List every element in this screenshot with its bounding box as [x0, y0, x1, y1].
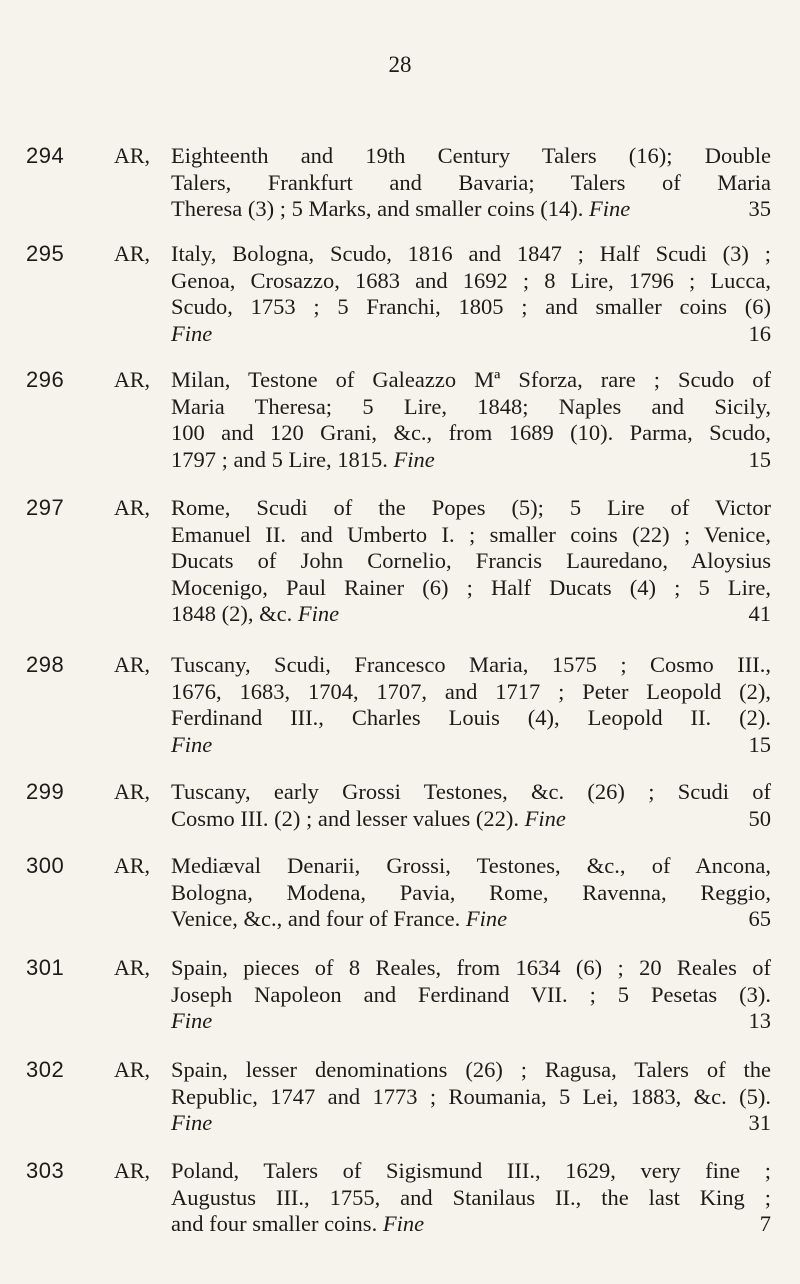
lot-description	[171, 495, 771, 628]
description-final-line	[171, 1211, 771, 1238]
page-number: 28	[388, 52, 412, 77]
description-line: Scudo, 1753 ; 5 Franchi, 1805 ; and smaller coins (6)	[171, 294, 771, 319]
description-text: and four smaller coins.	[171, 1211, 383, 1236]
description-final-line	[171, 447, 771, 474]
condition-grade: Fine	[297, 601, 340, 626]
description-line: Eighteenth and 19th Century Talers (16); Double	[171, 143, 771, 168]
description-line: Italy, Bologna, Scudo, 1816 and 1847 ; Half Scudi (3) ;	[171, 241, 771, 266]
lot-price: 7	[759, 1211, 771, 1236]
lot-description	[171, 1057, 771, 1137]
condition-grade: Fine	[171, 1008, 213, 1033]
description-line: Milan, Testone of Galeazzo Mª Sforza, rare ; Scudo of	[171, 367, 771, 392]
description-line: Genoa, Crosazzo, 1683 and 1692 ; 8 Lire, 1796 ; Lucca,	[171, 267, 771, 293]
lot-number: 300	[26, 853, 65, 878]
lot-description	[171, 1158, 771, 1238]
condition-grade: Fine	[171, 320, 213, 346]
lot-number: 296	[26, 367, 65, 392]
lot-number: 302	[26, 1057, 65, 1082]
lot-price: 31	[748, 1110, 771, 1135]
condition-grade: Fine	[382, 1211, 425, 1236]
condition-grade: Fine	[589, 196, 631, 221]
description-final-line	[171, 1008, 771, 1035]
condition-grade: Fine	[465, 906, 508, 931]
lot-price: 50	[748, 805, 771, 831]
description-line: 100 and 120 Grani, &c., from 1689 (10). Parma, Scudo,	[171, 420, 771, 445]
metal-abbreviation: AR,	[114, 1057, 151, 1082]
description-final-line	[171, 1110, 771, 1137]
description-line: Mediæval Denarii, Grossi, Testones, &c., of Ancona,	[171, 853, 771, 878]
description-line: Joseph Napoleon and Ferdinand VII. ; 5 Pesetas (3).	[171, 981, 771, 1007]
description-line: Mocenigo, Paul Rainer (6) ; Half Ducats (4) ; 5 Lire,	[171, 574, 771, 600]
metal-abbreviation: AR,	[114, 652, 151, 677]
condition-grade: Fine	[393, 446, 435, 472]
lot-price: 41	[748, 601, 771, 626]
condition-grade: Fine	[524, 805, 566, 831]
lot-description	[171, 853, 771, 933]
lot-description	[171, 241, 771, 347]
lot-number: 303	[26, 1158, 65, 1183]
description-line: Ferdinand III., Charles Louis (4), Leopold II. (2).	[171, 705, 771, 730]
description-text: Theresa (3) ; 5 Marks, and smaller coins (14).	[171, 196, 589, 221]
description-line: Ducats of John Cornelio, Francis Lauredano, Aloysius	[171, 548, 771, 573]
description-line: Emanuel II. and Umberto I. ; smaller coins (22) ; Venice,	[171, 521, 771, 547]
lot-number: 298	[26, 652, 65, 677]
description-final-line	[171, 732, 771, 759]
metal-abbreviation: AR,	[114, 241, 151, 266]
lot-price: 15	[748, 446, 771, 472]
description-final-line	[171, 601, 771, 628]
metal-abbreviation: AR,	[114, 143, 151, 168]
description-final-line	[171, 806, 771, 833]
description-line: Bologna, Modena, Pavia, Rome, Ravenna, Reggio,	[171, 879, 771, 905]
lot-price: 35	[748, 196, 771, 221]
lot-number: 294	[26, 143, 65, 168]
lot-price: 13	[748, 1008, 771, 1033]
lot-number: 301	[26, 955, 65, 980]
description-line: Spain, lesser denominations (26) ; Ragusa, Talers of the	[171, 1057, 771, 1082]
description-line: Maria Theresa; 5 Lire, 1848; Naples and Sicily,	[171, 393, 771, 419]
metal-abbreviation: AR,	[114, 955, 151, 980]
description-text: 1848 (2), &c.	[171, 601, 298, 626]
lot-price: 15	[748, 731, 771, 757]
description-final-line	[171, 196, 771, 223]
lot-description	[171, 955, 771, 1035]
lot-price: 65	[748, 906, 771, 931]
lot-price: 16	[748, 320, 771, 346]
description-line: Augustus III., 1755, and Stanilaus II., the last King ;	[171, 1184, 771, 1210]
description-text: 1797 ; and 5 Lire, 1815.	[171, 446, 394, 472]
lot-number: 297	[26, 495, 65, 520]
condition-grade: Fine	[171, 731, 213, 757]
description-line: Poland, Talers of Sigismund III., 1629, very fine ;	[171, 1158, 771, 1183]
lot-description	[171, 367, 771, 473]
lot-number: 295	[26, 241, 65, 266]
description-text: Venice, &c., and four of France.	[171, 906, 466, 931]
lot-number: 299	[26, 779, 65, 804]
lot-description	[171, 143, 771, 223]
lot-description	[171, 652, 771, 758]
description-final-line	[171, 321, 771, 348]
metal-abbreviation: AR,	[114, 853, 151, 878]
metal-abbreviation: AR,	[114, 367, 151, 392]
description-line: Republic, 1747 and 1773 ; Roumania, 5 Lei, 1883, &c. (5).	[171, 1083, 771, 1109]
description-final-line	[171, 906, 771, 933]
description-line: Tuscany, early Grossi Testones, &c. (26) ; Scudi of	[171, 779, 771, 804]
description-line: Rome, Scudi of the Popes (5); 5 Lire of Victor	[171, 495, 771, 520]
condition-grade: Fine	[171, 1110, 213, 1135]
metal-abbreviation: AR,	[114, 779, 151, 804]
metal-abbreviation: AR,	[114, 1158, 151, 1183]
metal-abbreviation: AR,	[114, 495, 151, 520]
description-line: Tuscany, Scudi, Francesco Maria, 1575 ; Cosmo III.,	[171, 652, 771, 677]
lot-description	[171, 779, 771, 832]
description-line: Talers, Frankfurt and Bavaria; Talers of Maria	[171, 169, 771, 195]
description-line: Spain, pieces of 8 Reales, from 1634 (6) ; 20 Reales of	[171, 955, 771, 980]
description-text: Cosmo III. (2) ; and lesser values (22).	[171, 805, 525, 831]
description-line: 1676, 1683, 1704, 1707, and 1717 ; Peter Leopold (2),	[171, 678, 771, 704]
